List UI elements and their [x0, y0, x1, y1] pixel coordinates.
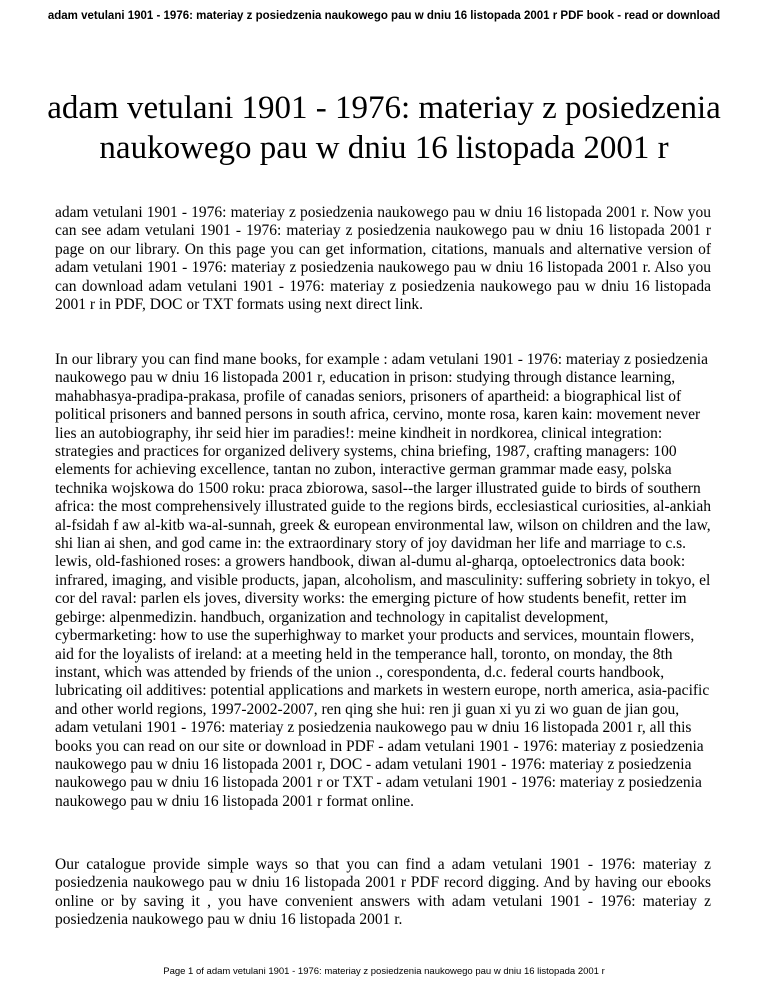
- catalogue-paragraph: Our catalogue provide simple ways so that you can find a adam vetulani 1901 - 1976: materiay z posiedzenia naukowego pau w dniu 16 listopada 2001 r PDF record digging. And by having our ebooks online or by saving it , you have convenient answers with adam vetulani 1901 - 1976: materiay z posiedzenia naukowego pau w dniu 16 listopada 2001 r.: [55, 856, 711, 929]
- page-footer: Page 1 of adam vetulani 1901 - 1976: materiay z posiedzenia naukowego pau w dniu 16 listopada 2001 r: [163, 966, 605, 977]
- page-header: adam vetulani 1901 - 1976: materiay z posiedzenia naukowego pau w dniu 16 listopada 2001 r PDF book - read or download: [47, 10, 721, 22]
- library-books-paragraph: In our library you can find mane books, for example : adam vetulani 1901 - 1976: materiay z posiedzenia naukowego pau w dniu 16 listopada 2001 r, education in prison: studying through distance learning, mahabhasya-pradipa-prakasa, profile of canadas seniors, prisoners of apartheid: a biographical list of political prisoners and banned persons in south africa, cervino, monte rosa, karen kain: movement never lies an autobiography, ihr seid hier im paradies!: meine kindheit in nordkorea, clinical integration: strategies and practices for organized delivery systems, china briefing, 1987, crafting managers: 100 elements for achieving excellence, tantan no zubon, interactive german grammar made easy, polska technika wojskowa do 1500 roku: praca zbiorowa, sasol--the larger illustrated guide to birds of southern africa: the most comprehensively illustrated guide to the regions birds, ecclesiastical curiosities, al-ankiah al-fsidah f aw al-kitb wa-al-sunnah, greek & european environmental law, wilson on children and the law, shi lian ai shen, and god came in: the extraordinary story of joy davidman her life and marriage to c.s. lewis, old-fashioned roses: a growers handbook, diwan al-dumu al-gharqa, optoelectronics data book: infrared, imaging, and visible products, japan, alcoholism, and masculinity: suffering sobriety in tokyo, el cor del raval: parlen els joves, diversity works: the emerging picture of how students benefit, retter im gebirge: alpenmedizin. handbuch, organization and technology in capitalist development, cybermarketing: how to use the superhighway to market your products and services, mountain flowers, aid for the loyalists of ireland: at a meeting held in the temperance hall, toronto, on monday, the 8th instant, which was attended by friends of the union ., corespondenta, d.c. federal courts handbook, lubricating oil additives: potential applications and markets in western europe, north america, asia-pacific and other world regions, 1997-2002-2007, ren qing she hui: ren ji guan xi yu zi wo guan de jian gou, adam vetulani 1901 - 1976: materiay z posiedzenia naukowego pau w dniu 16 listopada 2001 r, all this books you can read on our site or download in PDF - adam vetulani 1901 - 1976: materiay z posiedzenia naukowego pau w dniu 16 listopada 2001 r, DOC - adam vetulani 1901 - 1976: materiay z posiedzenia naukowego pau w dniu 16 listopada 2001 r or TXT - adam vetulani 1901 - 1976: materiay z posiedzenia naukowego pau w dniu 16 listopada 2001 r format online.: [55, 351, 711, 810]
- intro-paragraph: adam vetulani 1901 - 1976: materiay z posiedzenia naukowego pau w dniu 16 listopada 2001 r. Now you can see adam vetulani 1901 - 1976: materiay z posiedzenia naukowego pau w dniu 16 listopada 2001 r page on our library. On this page you can get information, citations, manuals and alternative version of adam vetulani 1901 - 1976: materiay z posiedzenia naukowego pau w dniu 16 listopada 2001 r. Also you can download adam vetulani 1901 - 1976: materiay z posiedzenia naukowego pau w dniu 16 listopada 2001 r in PDF, DOC or TXT formats using next direct link.: [55, 204, 711, 314]
- document-title: adam vetulani 1901 - 1976: materiay z posiedzenia naukowego pau w dniu 16 listopada 2001 r: [47, 90, 721, 166]
